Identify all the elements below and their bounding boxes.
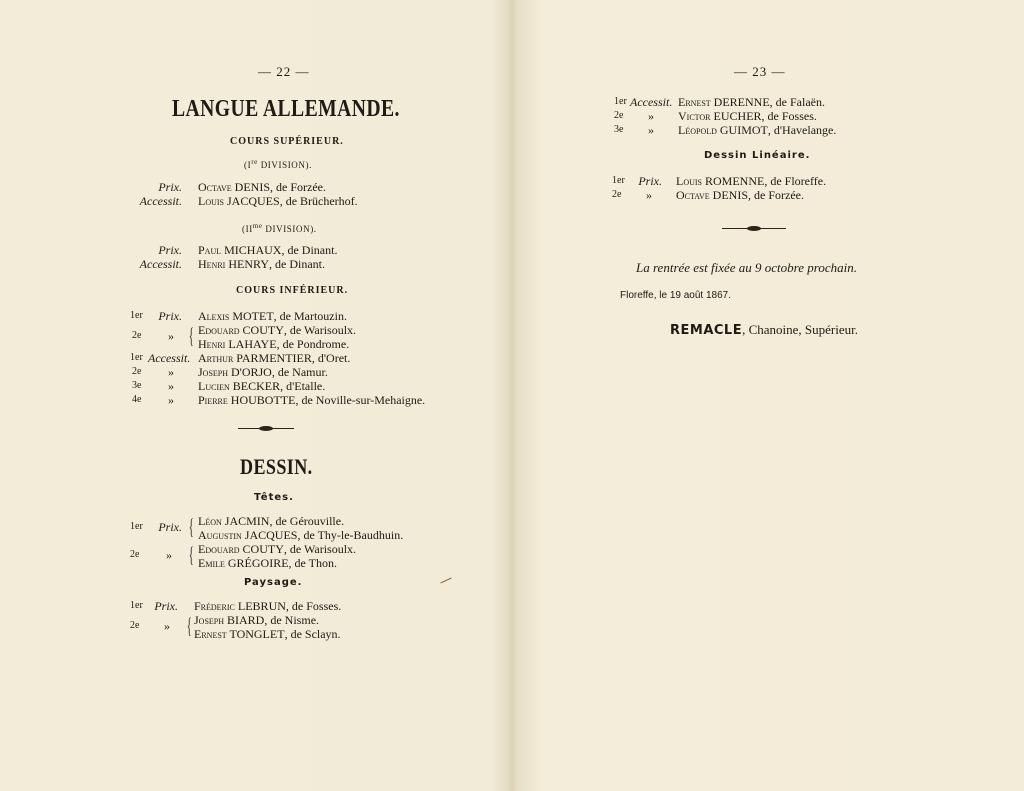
- ornament-divider: [238, 426, 294, 432]
- date-line: Floreffe, le 19 août 1867.: [620, 290, 732, 301]
- right-page: [516, 0, 1024, 791]
- list-item: Emile GRÉGOIRE, de Thon.: [198, 556, 337, 570]
- section-title-dessin: DESSIN.: [240, 454, 313, 479]
- brace: {: [188, 542, 194, 567]
- list-item: Augustin JACQUES, de Thy-le-Baudhuin.: [198, 528, 404, 542]
- list-item: 4e » Pierre HOUBOTTE, de Noville-sur-Mehaigne.: [132, 393, 426, 407]
- list-item: 2e » Octave DENIS, de Forzée.: [612, 188, 804, 202]
- list-item: Prix. Paul MICHAUX, de Dinant.: [158, 243, 338, 257]
- list-item: 2e » Joseph D'ORJO, de Namur.: [132, 365, 328, 379]
- tetes-heading: Têtes.: [254, 492, 294, 503]
- signature: REMACLE, Chanoine, Supérieur.: [670, 322, 858, 338]
- list-item: 2e » Victor EUCHER, de Fosses.: [614, 109, 817, 123]
- dessin-lineaire-heading: Dessin Linéaire.: [704, 150, 811, 161]
- rentree-notice: La rentrée est fixée au 9 octobre prochain.: [636, 260, 857, 275]
- list-item: 2e » { Edouard COUTY, de Warisoulx.: [130, 542, 357, 567]
- list-item: 1er Prix. { Léon JACMIN, de Gérouville.: [130, 514, 345, 539]
- list-item: 1er Accessit. Ernest DERENNE, de Falaën.: [614, 95, 825, 109]
- list-item: Ernest TONGLET, de Sclayn.: [194, 627, 341, 641]
- brace: {: [188, 514, 194, 539]
- cours-superieur-heading: COURS SUPÉRIEUR.: [230, 136, 344, 147]
- list-item: 2e » { Joseph BIARD, de Nisme.: [130, 613, 320, 638]
- list-item: Accessit. Louis JACQUES, de Brücherhof.: [139, 194, 358, 208]
- pencil-mark: [440, 578, 451, 584]
- paysage-heading: Paysage.: [244, 577, 303, 588]
- list-item: Prix. Octave DENIS, de Forzée.: [158, 180, 326, 194]
- page-number: — 22 —: [258, 64, 310, 79]
- list-item: 3e » Lucien BECKER, d'Etalle.: [132, 379, 326, 393]
- section-title-langue-allemande: LANGUE ALLEMANDE.: [172, 96, 400, 122]
- cours-inferieur-heading: COURS INFÉRIEUR.: [236, 285, 349, 296]
- list-item: 1er Prix. Alexis MOTET, de Martouzin.: [130, 309, 347, 323]
- page-number: — 23 —: [734, 64, 786, 79]
- list-item: 1er Prix. Louis ROMENNE, de Floreffe.: [612, 174, 827, 188]
- list-item: Accessit. Henri HENRY, de Dinant.: [139, 257, 325, 271]
- division-1-heading: (Ire DIVISION).: [244, 158, 312, 170]
- left-page: [0, 0, 508, 791]
- list-item: Henri LAHAYE, de Pondrome.: [198, 337, 350, 351]
- list-item: 3e » Léopold GUIMOT, d'Havelange.: [614, 123, 837, 137]
- list-item: 2e » { Edouard COUTY, de Warisoulx.: [132, 323, 357, 348]
- list-item: 1er Accessit. Arthur PARMENTIER, d'Oret.: [130, 351, 351, 365]
- brace: {: [188, 323, 194, 348]
- list-item: 1er Prix. Fréderic LEBRUN, de Fosses.: [130, 599, 342, 613]
- division-2-heading: ($II^{me}$ DIVISION).: [242, 222, 317, 234]
- ornament-divider: [722, 226, 786, 232]
- brace: {: [186, 613, 192, 638]
